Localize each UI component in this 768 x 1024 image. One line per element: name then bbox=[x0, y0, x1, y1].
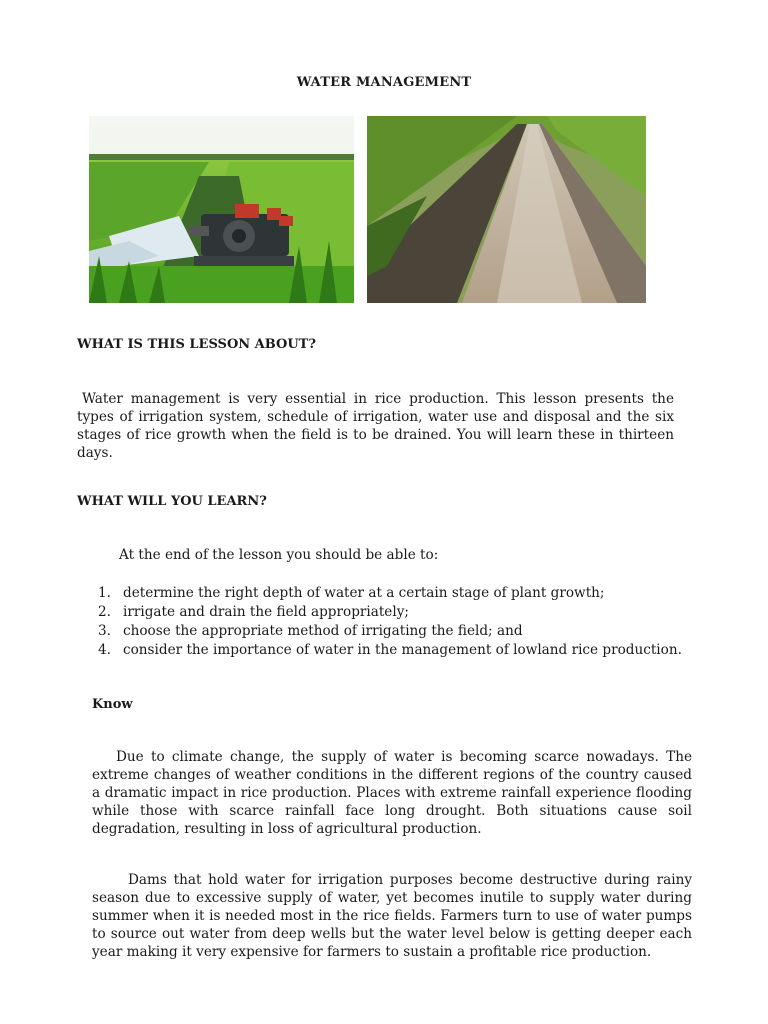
section-heading-lesson-about: WHAT IS THIS LESSON ABOUT? bbox=[77, 337, 316, 352]
objectives-list bbox=[98, 584, 692, 660]
section-heading-know: Know bbox=[92, 697, 133, 712]
page-title: WATER MANAGEMENT bbox=[296, 75, 472, 90]
list-item-text: choose the appropriate method of irrigating the field; and bbox=[123, 623, 523, 639]
list-item bbox=[98, 622, 692, 641]
list-item-number: 4. bbox=[98, 642, 111, 658]
list-item-text: irrigate and drain the field appropriately; bbox=[123, 604, 409, 620]
know-paragraph-1: Due to climate change, the supply of water is becoming scarce nowadays. The extreme changes of weather conditions in the different regions of the country caused a dramatic impact in rice production. Places with extreme rainfall experience flooding while those with scarce rainfall face long drought. Both situations cause soil degradation, resulting in loss of agricultural production. bbox=[92, 749, 692, 837]
list-item-number: 3. bbox=[98, 623, 111, 639]
list-item bbox=[98, 603, 692, 622]
list-item-number: 1. bbox=[98, 585, 111, 601]
list-item bbox=[98, 641, 692, 660]
list-item-text: consider the importance of water in the management of lowland rice production. bbox=[123, 642, 682, 658]
list-item-number: 2. bbox=[98, 604, 111, 620]
objectives-intro: At the end of the lesson you should be able to: bbox=[119, 547, 439, 563]
section-heading-what-will-you-learn: WHAT WILL YOU LEARN? bbox=[77, 494, 267, 509]
list-item bbox=[98, 584, 692, 603]
irrigation-canal-photo bbox=[367, 116, 646, 303]
list-item-text: determine the right depth of water at a certain stage of plant growth; bbox=[123, 585, 605, 601]
water-pump-in-rice-field-photo bbox=[89, 116, 354, 303]
know-paragraph-2: Dams that hold water for irrigation purposes become destructive during rainy season due to excessive supply of water, yet becomes inutile to supply water during summer when it is needed most in the rice fields. Farmers turn to use of water pumps to source out water from deep wells but the water level below is getting deeper each year making it very expensive for farmers to sustain a profitable rice production. bbox=[92, 872, 692, 960]
lesson-about-paragraph: Water management is very essential in rice production. This lesson presents the types of irrigation system, schedule of irrigation, water use and disposal and the six stages of rice growth when the field is to be drained. You will learn these in thirteen days. bbox=[77, 391, 674, 461]
